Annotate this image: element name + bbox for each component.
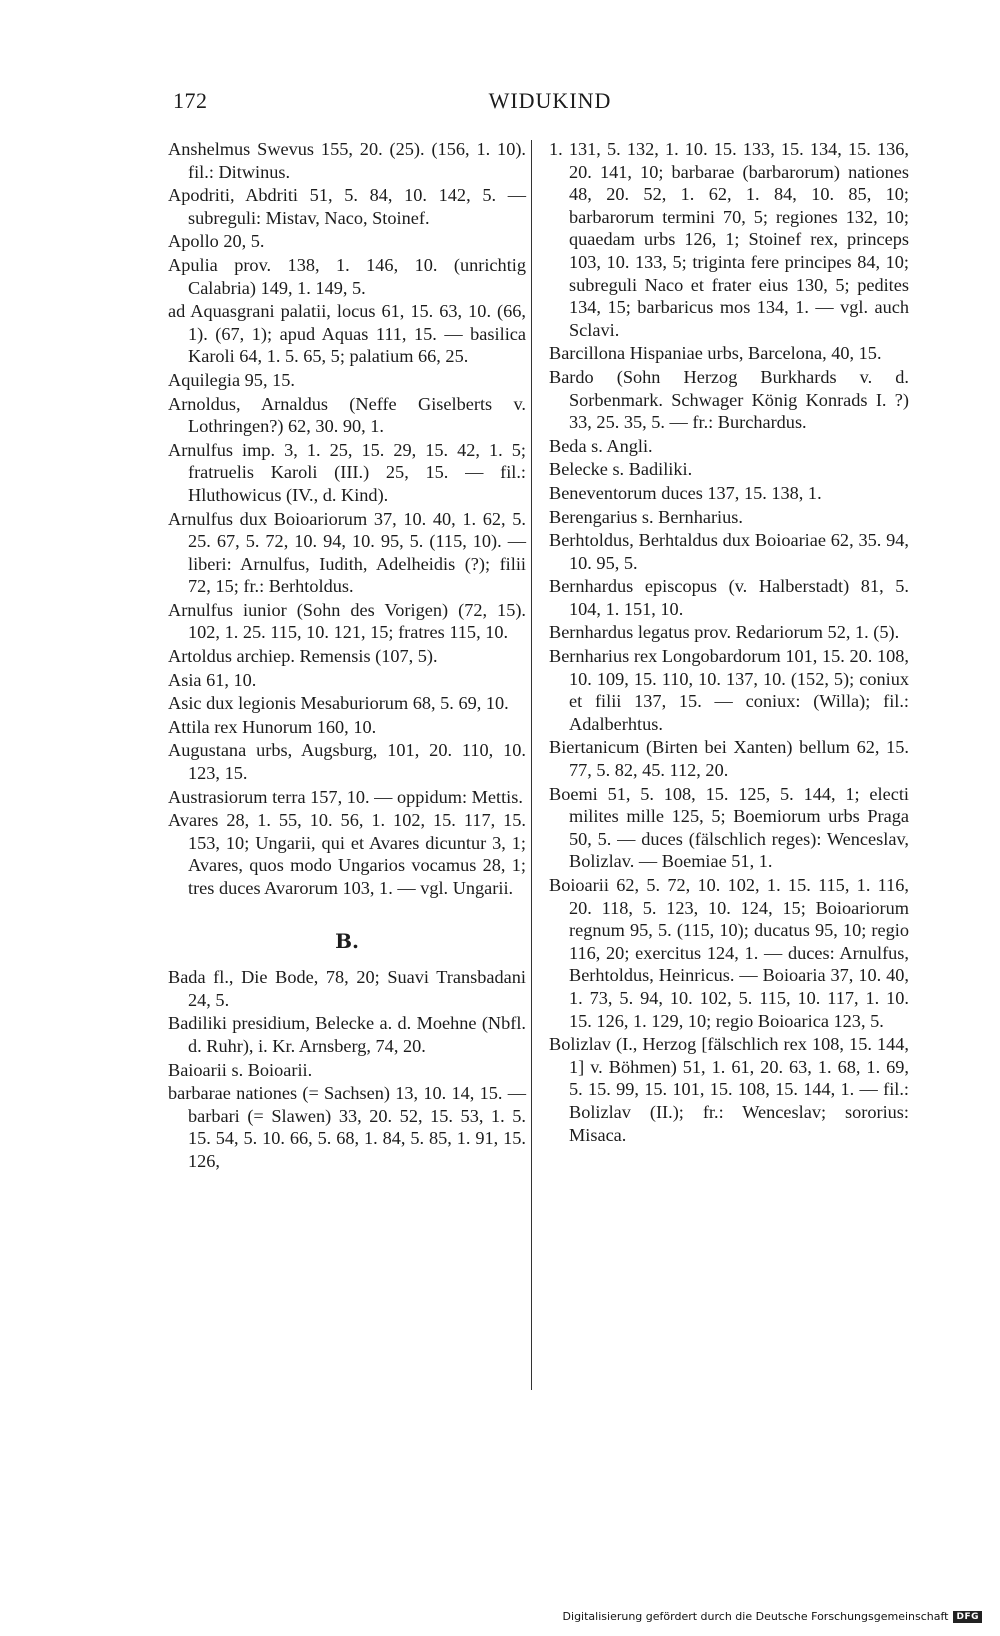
index-entry: Boemi 51, 5. 108, 15. 125, 5. 144, 1; electi milites mille 125, 5; Boemiorum urbs Praga 50, 5. — duces (fälschlich reges): Wenceslav, Bolizlav. — Boemiae 51, 1. bbox=[549, 783, 909, 872]
index-entry: Bada fl., Die Bode, 78, 20; Suavi Transbadani 24, 5. bbox=[168, 967, 526, 1010]
index-entry: Bernhardus legatus prov. Redariorum 52, 1. (5). bbox=[549, 622, 900, 643]
footer-text: Digitalisierung gefördert durch die Deutsche Forschungsgemeinschaft bbox=[562, 1610, 949, 1623]
index-entry: Bolizlav (I., Herzog [fälschlich rex 108, 15. 144, 1] v. Böhmen) 51, 1. 61, 20. 63, 1. 68, 1. 69, 5. 15. 99, 15. 101, 15. 108, 15. 144, 1. — fil.: Bolizlav (II.); fr.: Wenceslav; sororius: Misaca. bbox=[549, 1034, 909, 1145]
index-entry: Berhtoldus, Berhtaldus dux Boioariae 62, 35. 94, 10. 95, 5. bbox=[549, 530, 909, 573]
index-entry: Belecke s. Badiliki. bbox=[549, 459, 693, 480]
index-entry: Berengarius s. Bernharius. bbox=[549, 506, 743, 527]
index-entry: Arnulfus dux Boioariorum 37, 10. 40, 1. 62, 5. 25. 67, 5. 72, 10. 94, 10. 95, 5. (115, 10). — liberi: Arnulfus, Iudith, Adelheidis (?); filii 72, 15; fr.: Berhtoldus. bbox=[168, 508, 526, 597]
index-entry: Arnulfus imp. 3, 1. 25, 15. 29, 15. 42, 1. 5; fratruelis Karoli (III.) 25, 15. — fil.: Hluthowicus (IV., d. Kind). bbox=[168, 439, 526, 505]
index-entry: Austrasiorum terra 157, 10. — oppidum: Mettis. bbox=[168, 786, 523, 807]
index-entry: Badiliki presidium, Belecke a. d. Moehne (Nbfl. d. Ruhr), i. Kr. Arnsberg, 74, 20. bbox=[168, 1013, 526, 1056]
index-column-right bbox=[549, 138, 909, 1147]
running-title: WIDUKIND bbox=[488, 88, 612, 113]
index-entry: Arnulfus iunior (Sohn des Vorigen) (72, 15). 102, 1. 25. 115, 10. 121, 15; fratres 115, 10. bbox=[168, 599, 526, 643]
index-entry: Biertanicum (Birten bei Xanten) bellum 62, 15. 77, 5. 82, 45. 112, 20. bbox=[549, 737, 909, 781]
index-entry: Baioarii s. Boioarii. bbox=[168, 1059, 313, 1080]
index-entry: Asic dux legionis Mesaburiorum 68, 5. 69, 10. bbox=[168, 693, 509, 714]
index-entry: Aquilegia 95, 15. bbox=[168, 369, 295, 390]
index-entry: Barcillona Hispaniae urbs, Barcelona, 40, 15. bbox=[549, 343, 882, 364]
index-entry: Apulia prov. 138, 1. 146, 10. (unrichtig Calabria) 149, 1. 149, 5. bbox=[168, 254, 526, 298]
index-entry: Bernharius rex Longobardorum 101, 15. 20. 108, 10. 109, 15. 110, 10. 137, 10. (152, 5); coniux et filii 137, 15. — coniux: (Willa); fil.: Adalberhtus. bbox=[549, 646, 909, 734]
index-entry: Boioarii 62, 5. 72, 10. 102, 1. 15. 115, 1. 116, 20. 118, 5. 123, 10. 124, 15; Boioariorum regnum 95, 5. (115, 10); ducatus 95, 10; regio 116, 20; exercitus 124, 1. — duces: Arnulfus, Berhtoldus, Heinricus. — Boioaria 37, 10. 40, 1. 73, 5. 94, 10. 102, 5. 115, 10. 117, 1. 10. 15. 126, 1. 129, 10; regio Boioarica 123, 5. bbox=[549, 875, 909, 1031]
page-number: 172 bbox=[173, 88, 208, 113]
index-entry: Beneventorum duces 137, 15. 138, 1. bbox=[549, 482, 822, 503]
index-entry: Arnoldus, Arnaldus (Neffe Giselberts v. Lothringen?) 62, 30. 90, 1. bbox=[168, 393, 526, 437]
index-entry: Bernhardus episcopus (v. Halberstadt) 81, 5. 104, 1. 151, 10. bbox=[549, 576, 909, 619]
index-entry: Avares 28, 1. 55, 10. 56, 1. 102, 15. 117, 15. 153, 10; Ungarii, qui et Avares dicuntur 3, 1; Avares, quos modo Ungarios vocamus 28, 1; tres duces Avarorum 103, 1. — vgl. Ungarii. bbox=[168, 810, 526, 898]
index-entry: Apollo 20, 5. bbox=[168, 231, 265, 252]
dfg-logo: DFG bbox=[953, 1611, 982, 1623]
column-divider bbox=[531, 140, 532, 1390]
index-entry: Augustana urbs, Augsburg, 101, 20. 110, 10. 123, 15. bbox=[168, 740, 526, 784]
index-entry: Apodriti, Abdriti 51, 5. 84, 10. 142, 5. — subreguli: Mistav, Naco, Stoinef. bbox=[168, 185, 526, 228]
entries-a bbox=[168, 138, 526, 900]
entries-b bbox=[168, 966, 526, 1172]
index-entry: Artoldus archiep. Remensis (107, 5). bbox=[168, 646, 438, 667]
index-entry: ad Aquasgrani palatii, locus 61, 15. 63, 10. (66, 1). (67, 1); apud Aquas 111, 15. — basilica Karoli 64, 1. 5. 65, 5; palatium 66, 25. bbox=[168, 301, 526, 367]
index-entry: Bardo (Sohn Herzog Burkhards v. d. Sorbenmark. Schwager König Konrads I. ?) 33, 25. 35, 5. — fr.: Burchardus. bbox=[549, 366, 909, 433]
index-entry: Attila rex Hunorum 160, 10. bbox=[168, 716, 377, 737]
footer-credit bbox=[563, 1610, 982, 1623]
index-entry: Anshelmus Swevus 155, 20. (25). (156, 1. 10). fil.: Ditwinus. bbox=[168, 139, 526, 182]
index-entry: 1. 131, 5. 132, 1. 10. 15. 133, 15. 134, 15. 136, 20. 141, 10; barbarae (barbarorum) nationes 48, 20. 52, 1. 62, 1. 84, 10. 85, 10; barbarorum termini 70, 5; regiones 132, 10; quaedam urbs 126, 1; Stoinef rex, princeps 103, 10. 133, 5; triginta fere principes 84, 10; subreguli Naco et frater eius 130, 5; pedites 134, 15; barbaricus mos 134, 1. — vgl. auch Sclavi. bbox=[549, 139, 909, 340]
section-heading-b: B. bbox=[335, 928, 359, 953]
index-entry: barbarae nationes (= Sachsen) 13, 10. 14, 15. — barbari (= Slawen) 33, 20. 52, 15. 53, 1. 5. 15. 54, 5. 10. 66, 5. 68, 1. 84, 5. 85, 1. 91, 15. 126, bbox=[168, 1083, 526, 1171]
index-entry: Asia 61, 10. bbox=[168, 669, 257, 690]
entries-b-continued bbox=[549, 138, 909, 1146]
index-entry: Beda s. Angli. bbox=[549, 435, 653, 456]
index-column-left bbox=[168, 138, 526, 1174]
